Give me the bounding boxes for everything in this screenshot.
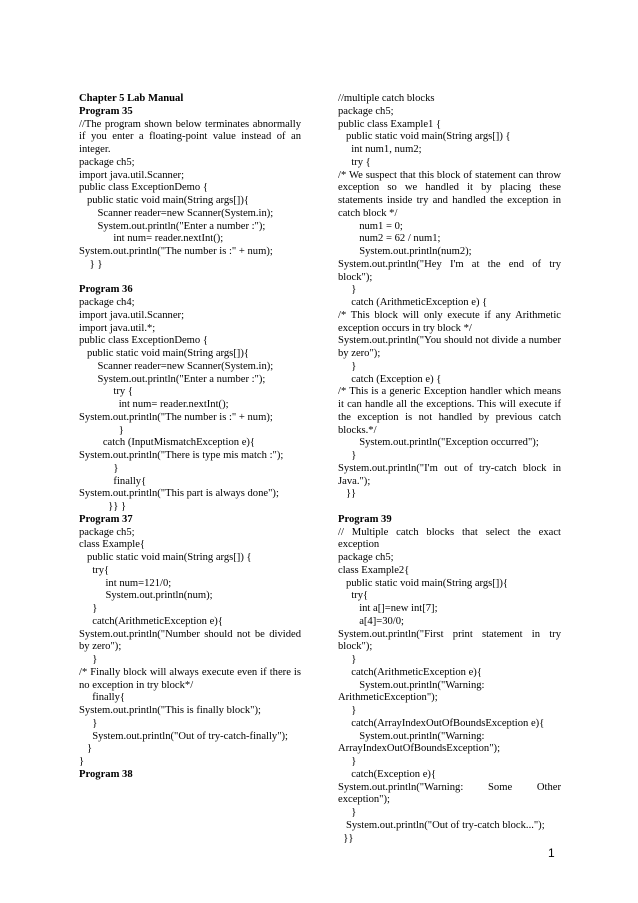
text-line: System.out.println("Number should not be divided by zero"); xyxy=(79,628,301,653)
text-line: /* Finally block will always execute even if there is no exception in try block*/ xyxy=(79,666,301,691)
text-line: package ch5; xyxy=(79,526,135,538)
text-line: System.out.println("Hey I'm at the end of try block"); xyxy=(338,258,561,283)
text-line: System.out.println("Out of try-catch-finally"); xyxy=(79,730,289,742)
text-line: catch(ArithmeticException e){ xyxy=(338,666,482,678)
text-line: public class ExceptionDemo { xyxy=(79,335,208,347)
text-line: try { xyxy=(79,386,133,398)
text-line: System.out.println("First print statement in try block"); xyxy=(338,628,561,653)
text-line: finally{ xyxy=(79,475,147,487)
text-line: System.out.println("The number is :" + num); xyxy=(79,246,273,257)
text-line: //multiple catch blocks xyxy=(338,93,435,104)
program-heading: Chapter 5 Lab Manual xyxy=(79,93,184,104)
text-line: package ch5; xyxy=(79,156,135,168)
text-line: } xyxy=(338,756,357,767)
text-line: System.out.println("Enter a number :"); xyxy=(79,220,266,232)
text-line: }} xyxy=(338,488,357,500)
text-line: package ch5; xyxy=(338,552,394,563)
text-line: } } xyxy=(79,258,103,270)
text-line: System.out.println(num); xyxy=(79,590,213,602)
text-line: } xyxy=(79,743,93,755)
text-line: } xyxy=(338,450,357,461)
text-line: System.out.println("There is type mis match :"); xyxy=(79,450,284,461)
text-line: } xyxy=(79,424,124,436)
text-line: try{ xyxy=(79,564,110,576)
text-line: System.out.println("You should not divide a number by zero"); xyxy=(338,335,561,359)
left-column xyxy=(79,93,301,782)
text-line: System.out.println("This part is always done"); xyxy=(79,488,279,500)
text-line: System.out.println("Warning: xyxy=(338,730,485,742)
text-line: public static void main(String args[]) { xyxy=(79,552,252,563)
text-line: } xyxy=(338,654,357,665)
text-line: import java.util.Scanner; xyxy=(79,169,185,181)
text-line: System.out.println("This is finally block"); xyxy=(79,705,261,716)
text-line: } xyxy=(79,717,98,729)
page-number: 1 xyxy=(548,846,555,860)
text-line: /* We suspect that this block of statement can throw exception so we handled it by placing these statements inside try and handled the exception in catch block */ xyxy=(338,169,561,219)
text-line: System.out.println(num2); xyxy=(338,246,472,257)
text-line: } xyxy=(79,654,98,665)
text-line: } xyxy=(79,603,98,614)
text-line: import java.util.*; xyxy=(79,322,156,334)
text-line: }} xyxy=(338,832,354,844)
text-line: } xyxy=(79,756,85,767)
text-line: public static void main(String args[]) { xyxy=(338,131,511,143)
text-line: /* This block will only execute if any Arithmetic exception occurs in try block */ xyxy=(338,309,561,334)
text-line: catch(ArithmeticException e){ xyxy=(79,615,223,627)
text-line: public static void main(String args[]){ xyxy=(79,348,249,359)
text-line: int num= reader.nextInt(); xyxy=(79,399,229,410)
text-line: System.out.println("Warning: xyxy=(338,679,485,691)
text-line: class Example2{ xyxy=(338,564,410,576)
program-heading: Program 35 xyxy=(79,105,133,117)
text-line: finally{ xyxy=(79,692,125,704)
text-line: import java.util.Scanner; xyxy=(79,309,185,321)
text-line: ArithmeticException"); xyxy=(338,692,438,704)
text-line: System.out.println("Out of try-catch block..."); xyxy=(338,819,545,831)
text-line: } xyxy=(338,705,357,716)
text-line: int a[]=new int[7]; xyxy=(338,603,438,614)
text-line: a[4]=30/0; xyxy=(338,615,404,627)
program-heading: Program 39 xyxy=(338,513,392,525)
text-line: public static void main(String args[]){ xyxy=(79,195,249,206)
text-line: System.out.println("I'm out of try-catch block in Java."); xyxy=(338,462,561,487)
text-line: /* This is a generic Exception handler which means it can handle all the exceptions. This will execute if the exception is not handled by previous catch blocks.*/ xyxy=(338,386,561,436)
text-line: catch (InputMismatchException e){ xyxy=(79,437,256,449)
text-line: Scanner reader=new Scanner(System.in); xyxy=(79,360,274,372)
text-line: class Example{ xyxy=(79,539,145,551)
text-line: public static void main(String args[]){ xyxy=(338,577,508,589)
text-line: int num=121/0; xyxy=(79,577,172,589)
program-heading: Program 37 xyxy=(79,513,133,525)
text-line: } xyxy=(338,360,357,372)
text-line: } xyxy=(338,284,357,296)
text-line: System.out.println("The number is :" + num); xyxy=(79,411,273,423)
program-heading: Program 36 xyxy=(79,284,133,296)
text-line: int num1, num2; xyxy=(338,144,422,155)
text-line: System.out.println("Warning: Some Other exception"); xyxy=(338,781,561,806)
text-line: // Multiple catch blocks that select the exact exception xyxy=(338,526,561,551)
right-column xyxy=(338,93,561,845)
text-line: } xyxy=(338,807,357,818)
text-line: catch (ArithmeticException e) { xyxy=(338,297,488,308)
text-line: public class Example1 { xyxy=(338,118,442,130)
text-line: }} } xyxy=(79,501,127,512)
text-line: catch(ArrayIndexOutOfBoundsException e){ xyxy=(338,717,545,729)
text-line: num2 = 62 / num1; xyxy=(338,233,441,245)
text-line: try{ xyxy=(338,590,369,602)
text-line: public class ExceptionDemo { xyxy=(79,182,208,194)
text-line: package ch4; xyxy=(79,297,135,308)
text-line: } xyxy=(79,462,119,474)
text-line: int num= reader.nextInt(); xyxy=(79,233,224,245)
program-heading: Program 38 xyxy=(79,768,133,780)
text-line: System.out.println("Exception occurred"); xyxy=(338,437,539,449)
text-line: try { xyxy=(338,156,371,168)
text-line: package ch5; xyxy=(338,105,394,117)
text-line: System.out.println("Enter a number :"); xyxy=(79,373,266,385)
text-line: num1 = 0; xyxy=(338,220,403,232)
text-line: Scanner reader=new Scanner(System.in); xyxy=(79,207,274,219)
text-line: ArrayIndexOutOfBoundsException"); xyxy=(338,743,501,755)
text-line: catch(Exception e){ xyxy=(338,768,437,780)
text-line: //The program shown below terminates abnormally if you enter a floating-point value instead of an integer. xyxy=(79,118,301,155)
text-line: catch (Exception e) { xyxy=(338,373,442,385)
